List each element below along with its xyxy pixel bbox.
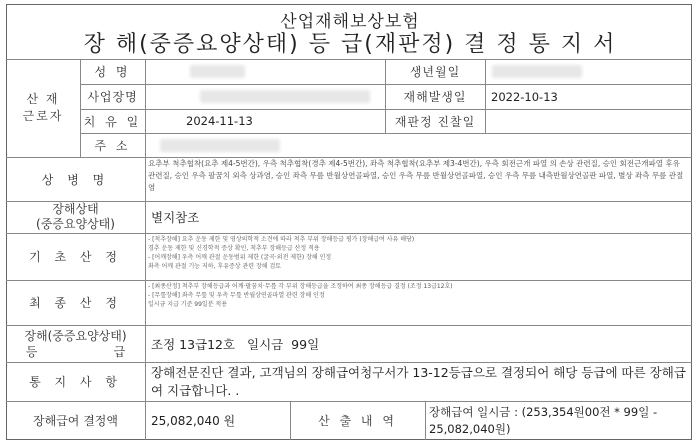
treatment-end-value: 2024-11-13	[186, 114, 253, 128]
grade-value: 조정 13급12호 일시금 99일	[151, 336, 320, 352]
basic-calc-label: 기 초 산 정	[29, 250, 122, 264]
payment-amount: 25,082,040 원	[151, 414, 236, 428]
address-label: 주 소	[94, 138, 131, 153]
basic-calc-line: 경추 운동 제한 및 신경학적 증상 확인, 척추부 장해등급 산정 적용	[148, 245, 320, 252]
condition-label-line2: (중증요양상태)	[36, 217, 115, 231]
final-calc-line: - [무릎장해] 좌측 무릎 및 우측 무릎 반월상연골파열 관련 장해 인정	[148, 292, 325, 299]
company-label: 사업장명	[87, 90, 138, 104]
accident-date-label: 재해발생일	[403, 90, 467, 104]
worker-section-label: 산 재 근로자	[22, 92, 64, 123]
redacted-name	[190, 65, 245, 78]
basic-calc-line: 좌측 어깨 관절 기능 저하, 후유증상 관련 장해 검토	[148, 263, 282, 270]
redacted-company	[200, 90, 370, 103]
document-title: 장 해(중증요양상태) 등 급(재판정) 결 정 통 지 서	[83, 32, 617, 57]
rule	[80, 133, 692, 134]
payment-detail-line1: 장해급여 일시금 : (253,354원00전 * 99일 -	[429, 404, 658, 419]
condition-label	[6, 201, 145, 233]
condition-value: 별지참조	[151, 210, 200, 225]
basic-calc-detail	[145, 233, 692, 280]
notice-text: 장해전문진단 결과, 고객님의 장해급여청구서가 13-12등급으로 결정되어 해당 등급에 따른 장해급여 지급합니다. .	[151, 364, 686, 398]
insurance-title: 산업재해보상보험	[280, 12, 420, 32]
payment-detail-line2: 25,082,040원)	[429, 421, 511, 436]
redacted-address	[160, 139, 280, 152]
treatment-end-label: 치 유 일	[83, 114, 142, 129]
grade-label	[6, 325, 145, 362]
condition-label-line1: 장해상태	[52, 202, 99, 216]
basic-calc-line: - [어깨장해] 우측 어깨 관절 운동범위 제한 (굴곡·외전 제한) 장해 인정	[148, 254, 332, 261]
name-label: 성 명	[94, 65, 131, 79]
disease-label: 상 병 명	[41, 172, 110, 187]
final-calc-label: 최 종 산 정	[29, 296, 122, 310]
notice-label: 통 지 사 항	[29, 375, 122, 389]
payment-detail-label: 산 출 내 역	[318, 414, 397, 428]
accident-date-value: 2022-10-13	[491, 89, 558, 104]
final-calc-detail	[145, 280, 692, 325]
final-calc-line: 일시금 지급 기준 99일분 적용	[148, 301, 228, 308]
redacted-dob	[492, 65, 582, 78]
reexam-date-label: 재판정 진찰일	[394, 114, 476, 129]
payment-detail	[425, 401, 692, 440]
dob-label: 생년월일	[409, 65, 461, 79]
grade-label-line1: 장해(중증요양상태)	[24, 328, 127, 343]
final-calc-line: - [최종산정] 척추부 장해등급과 어깨·팔꿈치·무릎 각 부위 장해등급을 조정하여 최종 장해등급 결정 (조정 13급12호)	[148, 283, 453, 290]
grade-label-line2: 등 급	[25, 344, 126, 359]
basic-calc-line: - [척추장해] 요추 운동 제한 및 영상의학적 소견에 따라 척추 부위 장해등급 평가 (장해급여 사유 해당)	[148, 236, 415, 243]
payment-label: 장해급여 결정액	[33, 414, 118, 428]
disease-list: 요추부 척추협착(요추 제4-5번간), 우측 척추협착(경추 제4-5번간), 좌측 척추협착(요추부 제3-4번간), 우측 회전근개 파열 의 손상 관련질, 승인 회전근개파열 후유 관련질, 승인 우측 팔꿈치 외측 상과염, 승인 좌측 무릎 반월상연골파열, 승인 우측 무릎 반월상연골파열, 승인 우측 무릎 내측반월상연골판 파열, 별상 좌측 무릎 관절염	[148, 159, 684, 192]
